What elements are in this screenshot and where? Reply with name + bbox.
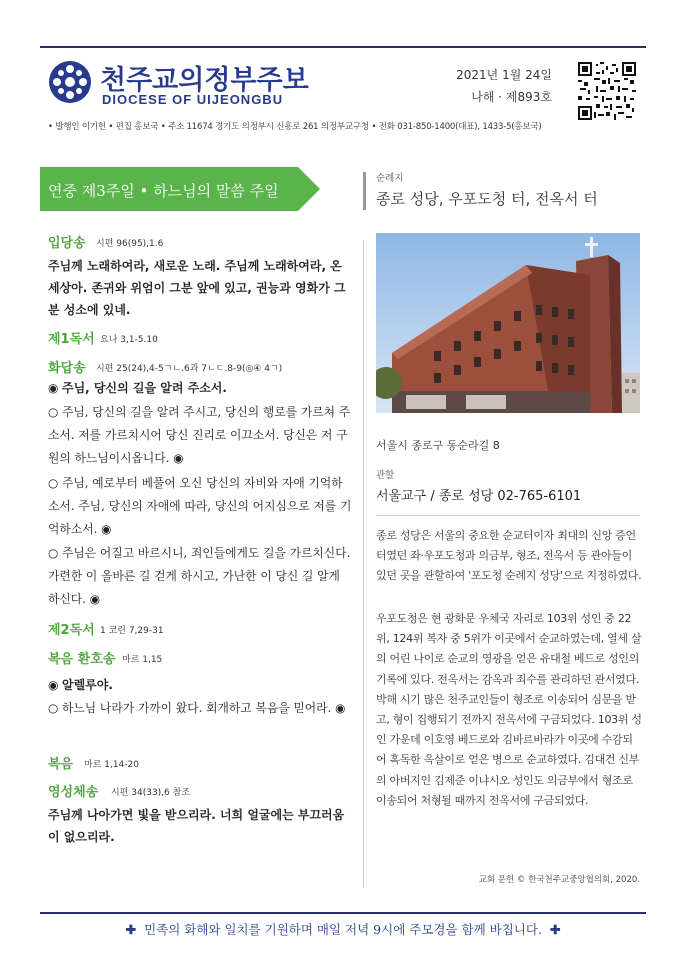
verse-mark: ○: [48, 405, 59, 419]
column-divider: [363, 240, 364, 888]
cross-icon: ✚: [125, 922, 137, 937]
pilgrimage-title: 종로 성당, 우포도청 터, 전옥서 터: [376, 190, 598, 208]
diocese-logo-icon: [48, 60, 92, 104]
entrance-label: 입당송: [48, 236, 86, 251]
verse-mark: ○: [48, 701, 59, 715]
acclamation-verse-text: 하느님 나라가 가까이 왔다. 회개하고 복음을 믿어라.: [62, 701, 332, 715]
pilgrimage-paragraph-2: 우포도청은 현 광화문 우체국 자리로 103위 성인 중 22위, 124위 복자 중 5위가 이곳에서 순교하였는데, 열세 살의 어린 나이로 순교의 영광을 얻은 유대철 베드로 성인의 기록에 있다. 전옥서는 감옥과 죄수를 관리하던 관서였다. 박해 시기 많은 천주교인들이 형조로 이송되어 심문을 받고, 형이 집행되기 전까지 전옥서에 구금되었다. 103위 성인 가운데 이호영 베드로와 김바르바라가 이곳에 수감되어 혹독한 옥살이로 얻은 병으로 순교하였다. 김대건 신부의 아버지인 김제준 이냐시오 성인도 의금부에서 형조로 이송되어 처형될 때까지 전옥서에 구금되었다.: [376, 612, 642, 807]
response-mark: ◉: [48, 381, 59, 395]
publication-info: • 발행인 이기헌 • 편집 홍보국 • 주소 11674 경기도 의정부시 신흥로 261 의정부교구청 • 전화 031-850-1400(대표), 1433-5(홍보국): [48, 122, 542, 132]
psalm-response: [48, 377, 352, 399]
gospel-acclamation-label: 복음 환호송: [48, 652, 116, 667]
church-photo: [376, 233, 640, 413]
first-reading-label: 제1독서: [48, 332, 95, 347]
psalm-label: 화답송: [48, 361, 86, 376]
psalm-verse-3: [48, 542, 352, 611]
communion-text: 주님께 나아가면 빛을 받으리라. 너희 얼굴에는 부끄러움이 없으리라.: [48, 808, 345, 844]
response-mark: ◉: [48, 678, 59, 692]
section-divider: [376, 515, 640, 516]
masthead-subtitle: DIOCESE OF UIJEONGBU: [102, 92, 284, 107]
psalm-verse-1: [48, 401, 352, 470]
acclamation-response: [48, 674, 352, 696]
pilgrimage-paragraph-1: 종로 성당은 서울의 중요한 순교터이자 최대의 신앙 증언 터였던 좌·우포도청과 의금부, 형조, 전옥서 등 관아들이 있던 곳을 관할하여 '포도청 순례지 성당'으로 지정하였다.: [376, 529, 642, 583]
issue-number: 나해 · 제893호: [471, 90, 552, 104]
psalm-verse-text: 주님은 어질고 바르시니, 죄인들에게도 길을 가르치신다. 가련한 이 올바른 길 걷게 하시고, 가난한 이 당신 길 알게 하신다.: [48, 546, 351, 606]
church-address: 서울시 종로구 동순라길 8: [376, 439, 500, 452]
verse-end-mark: ◉: [335, 701, 346, 715]
second-reading-ref: 1 코린 7,29-31: [100, 626, 164, 636]
communion-ref: 시편 34(33),6 참조: [111, 788, 191, 798]
jurisdiction-info: 서울교구 / 종로 성당 02-765-6101: [376, 489, 582, 504]
psalm-verse-2: [48, 472, 352, 541]
footer-prayer-notice: [40, 920, 646, 938]
issue-date: 2021년 1월 24일: [456, 68, 552, 82]
source-credit: 교회 문헌 © 한국천주교중앙협의회, 2020.: [478, 875, 640, 885]
entrance-text: 주님께 노래하여라, 새로운 노래. 주님께 노래하여라, 온 세상아. 존귀와 위엄이 그분 앞에 있고, 권능과 영화가 그분 성소에 있네.: [48, 259, 346, 317]
verse-end-mark: ◉: [89, 592, 100, 606]
masthead-title: 천주교의정부주보: [100, 65, 309, 96]
gospel-acclamation-ref: 마르 1,15: [122, 655, 163, 665]
sunday-title: 연중 제3주일 • 하느님의 말씀 주일: [48, 182, 279, 200]
second-reading-label: 제2독서: [48, 623, 95, 638]
pilgrimage-label: 순례지: [376, 173, 404, 184]
communion-label: 영성체송: [48, 785, 99, 800]
acclamation-verse: [48, 697, 352, 720]
qr-code-icon[interactable]: [578, 62, 636, 120]
top-rule: [40, 46, 646, 48]
psalm-response-text: 주님, 당신의 길을 알려 주소서.: [62, 381, 227, 395]
gospel-label: 복음: [48, 757, 74, 772]
verse-mark: ○: [48, 476, 59, 490]
gospel-ref: 마르 1,14-20: [84, 760, 139, 770]
bottom-rule: [40, 912, 646, 914]
verse-end-mark: ◉: [101, 522, 112, 536]
cross-icon: ✚: [549, 922, 561, 937]
entrance-ref: 시편 96(95),1.6: [96, 239, 164, 249]
verse-end-mark: ◉: [173, 451, 184, 465]
psalm-verse-text: 주님, 예로부터 베풀어 오신 당신의 자비와 자애 기억하소서. 주님, 당신의 자애에 따라, 당신의 어지심으로 저를 기억하소서.: [48, 476, 352, 536]
psalm-ref: 시편 25(24),4-5ㄱㄴ.6과 7ㄴㄷ.8-9(◎④ 4ㄱ): [96, 364, 283, 374]
psalm-verse-text: 주님, 당신의 길을 알려 주시고, 당신의 행로를 가르쳐 주소서. 저를 가르치시어 당신 진리로 이끄소서. 당신은 저 구원의 하느님이시옵니다.: [48, 405, 351, 465]
jurisdiction-label: 관할: [376, 470, 395, 481]
section-accent-bar: [363, 172, 366, 210]
acclamation-response-text: 알렐루야.: [62, 678, 113, 692]
first-reading-ref: 요나 3,1-5.10: [100, 335, 158, 345]
footer-text: 민족의 화해와 일치를 기원하며 매일 저녁 9시에 주모경을 함께 바칩니다.: [144, 922, 542, 937]
verse-mark: ○: [48, 546, 59, 560]
